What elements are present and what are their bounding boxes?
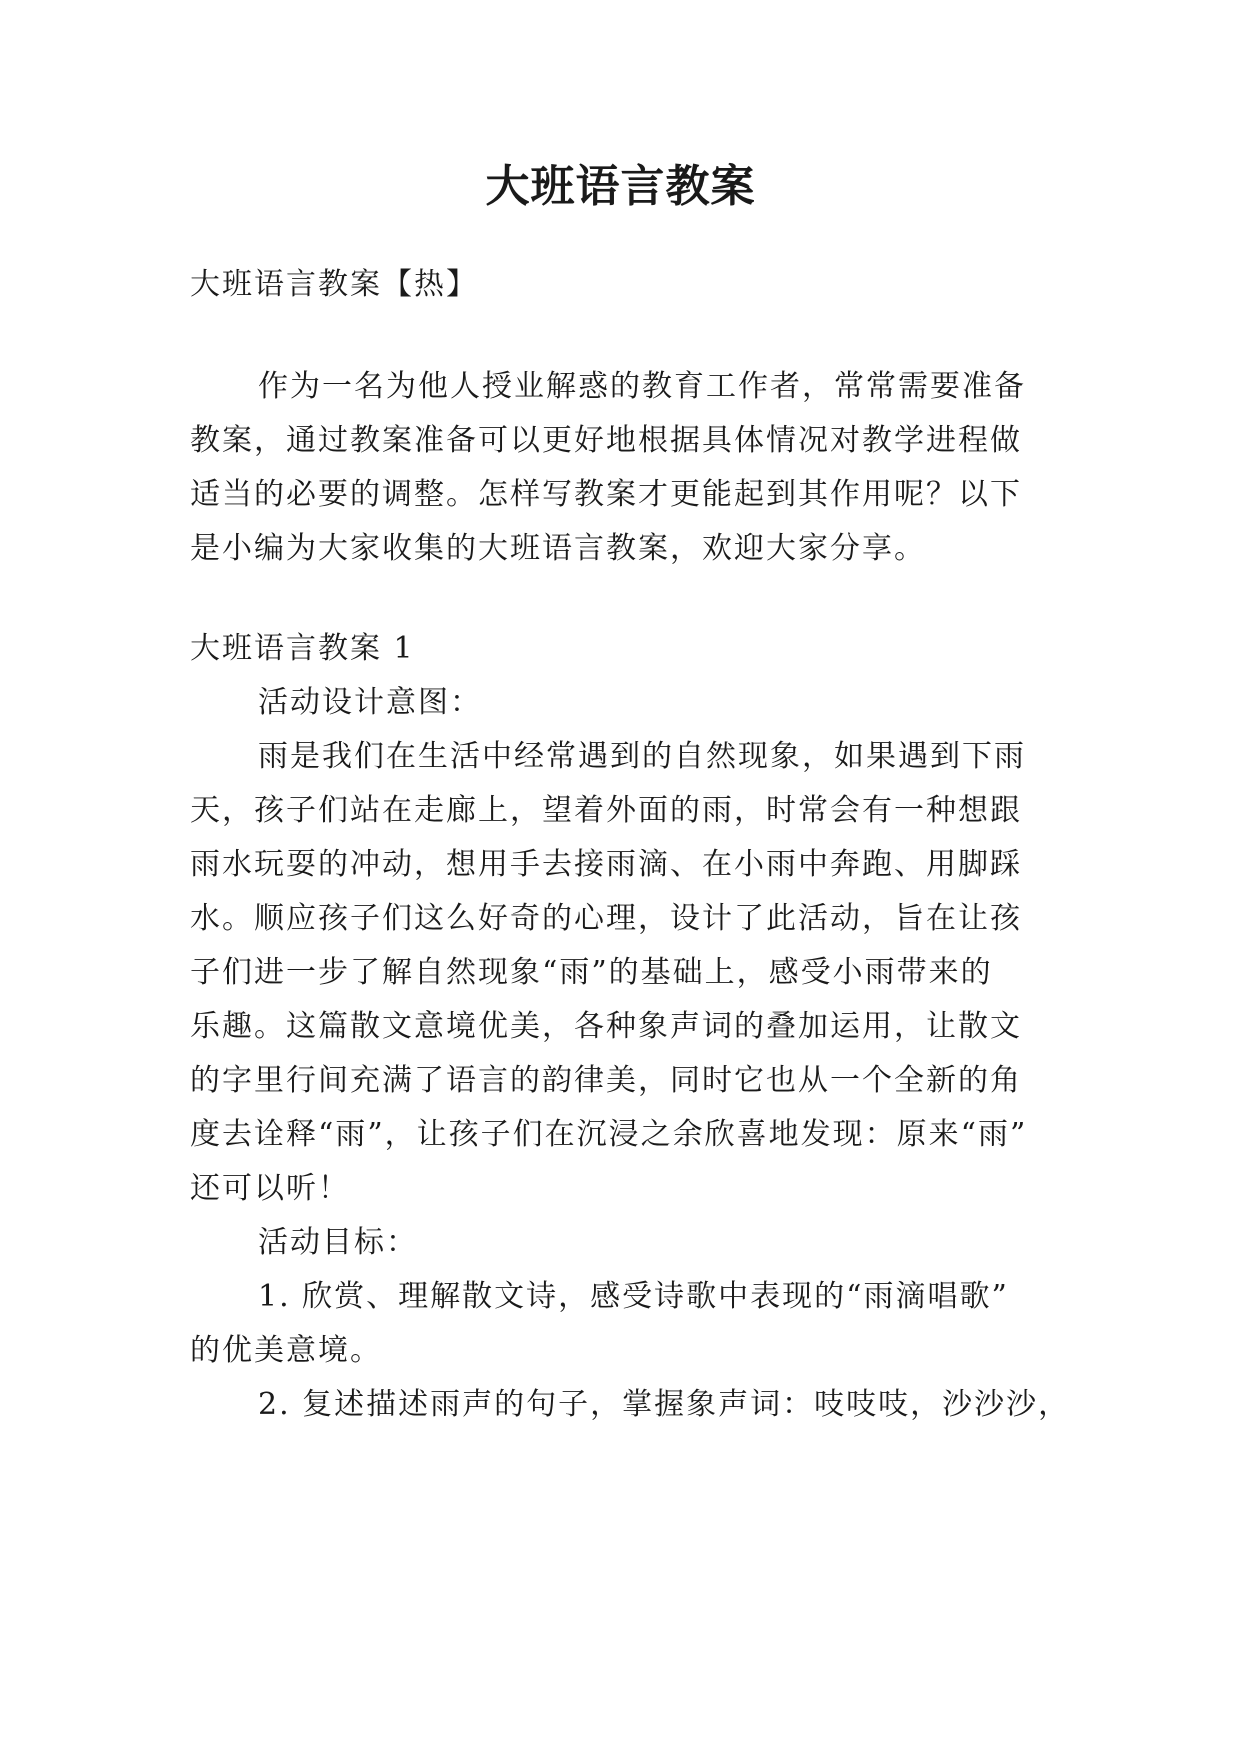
design-intent-line-9: 还可以听！ <box>190 1171 350 1206</box>
design-intent-line-2: 天，孩子们站在走廊上，望着外面的雨，时常会有一种想跟 <box>190 793 1022 828</box>
design-intent-line-7: 的字里行间充满了语言的韵律美，同时它也从一个全新的角 <box>190 1063 1022 1098</box>
intro-line-2: 教案，通过教案准备可以更好地根据具体情况对教学进程做 <box>190 423 1022 458</box>
design-intent-line-4: 水。顺应孩子们这么好奇的心理，设计了此活动，旨在让孩 <box>190 901 1022 936</box>
goal-2-line-1: 2. 复述描述雨声的句子，掌握象声词：吱吱吱，沙沙沙， <box>258 1387 1071 1422</box>
design-intent-heading: 活动设计意图： <box>258 685 482 720</box>
design-intent-line-8: 度去诠释“雨”，让孩子们在沉浸之余欣喜地发现：原来“雨” <box>190 1117 1028 1152</box>
design-intent-line-5: 子们进一步了解自然现象“雨”的基础上，感受小雨带来的 <box>190 955 993 990</box>
document-title: 大班语言教案 <box>485 161 756 212</box>
subtitle: 大班语言教案【热】 <box>190 267 478 302</box>
intro-line-4: 是小编为大家收集的大班语言教案，欢迎大家分享。 <box>190 531 926 566</box>
goal-1-line-2: 的优美意境。 <box>190 1333 382 1368</box>
intro-line-3: 适当的必要的调整。怎样写教案才更能起到其作用呢？以下 <box>190 477 1022 512</box>
goal-1-line-1: 1. 欣赏、理解散文诗，感受诗歌中表现的“雨滴唱歌” <box>258 1279 1009 1314</box>
intro-line-1: 作为一名为他人授业解惑的教育工作者，常常需要准备 <box>258 369 1026 404</box>
section-heading: 大班语言教案 1 <box>190 631 415 666</box>
design-intent-line-3: 雨水玩耍的冲动，想用手去接雨滴、在小雨中奔跑、用脚踩 <box>190 847 1022 882</box>
design-intent-line-1: 雨是我们在生活中经常遇到的自然现象，如果遇到下雨 <box>258 739 1026 774</box>
goals-heading: 活动目标： <box>258 1225 418 1260</box>
design-intent-line-6: 乐趣。这篇散文意境优美，各种象声词的叠加运用，让散文 <box>190 1009 1022 1044</box>
